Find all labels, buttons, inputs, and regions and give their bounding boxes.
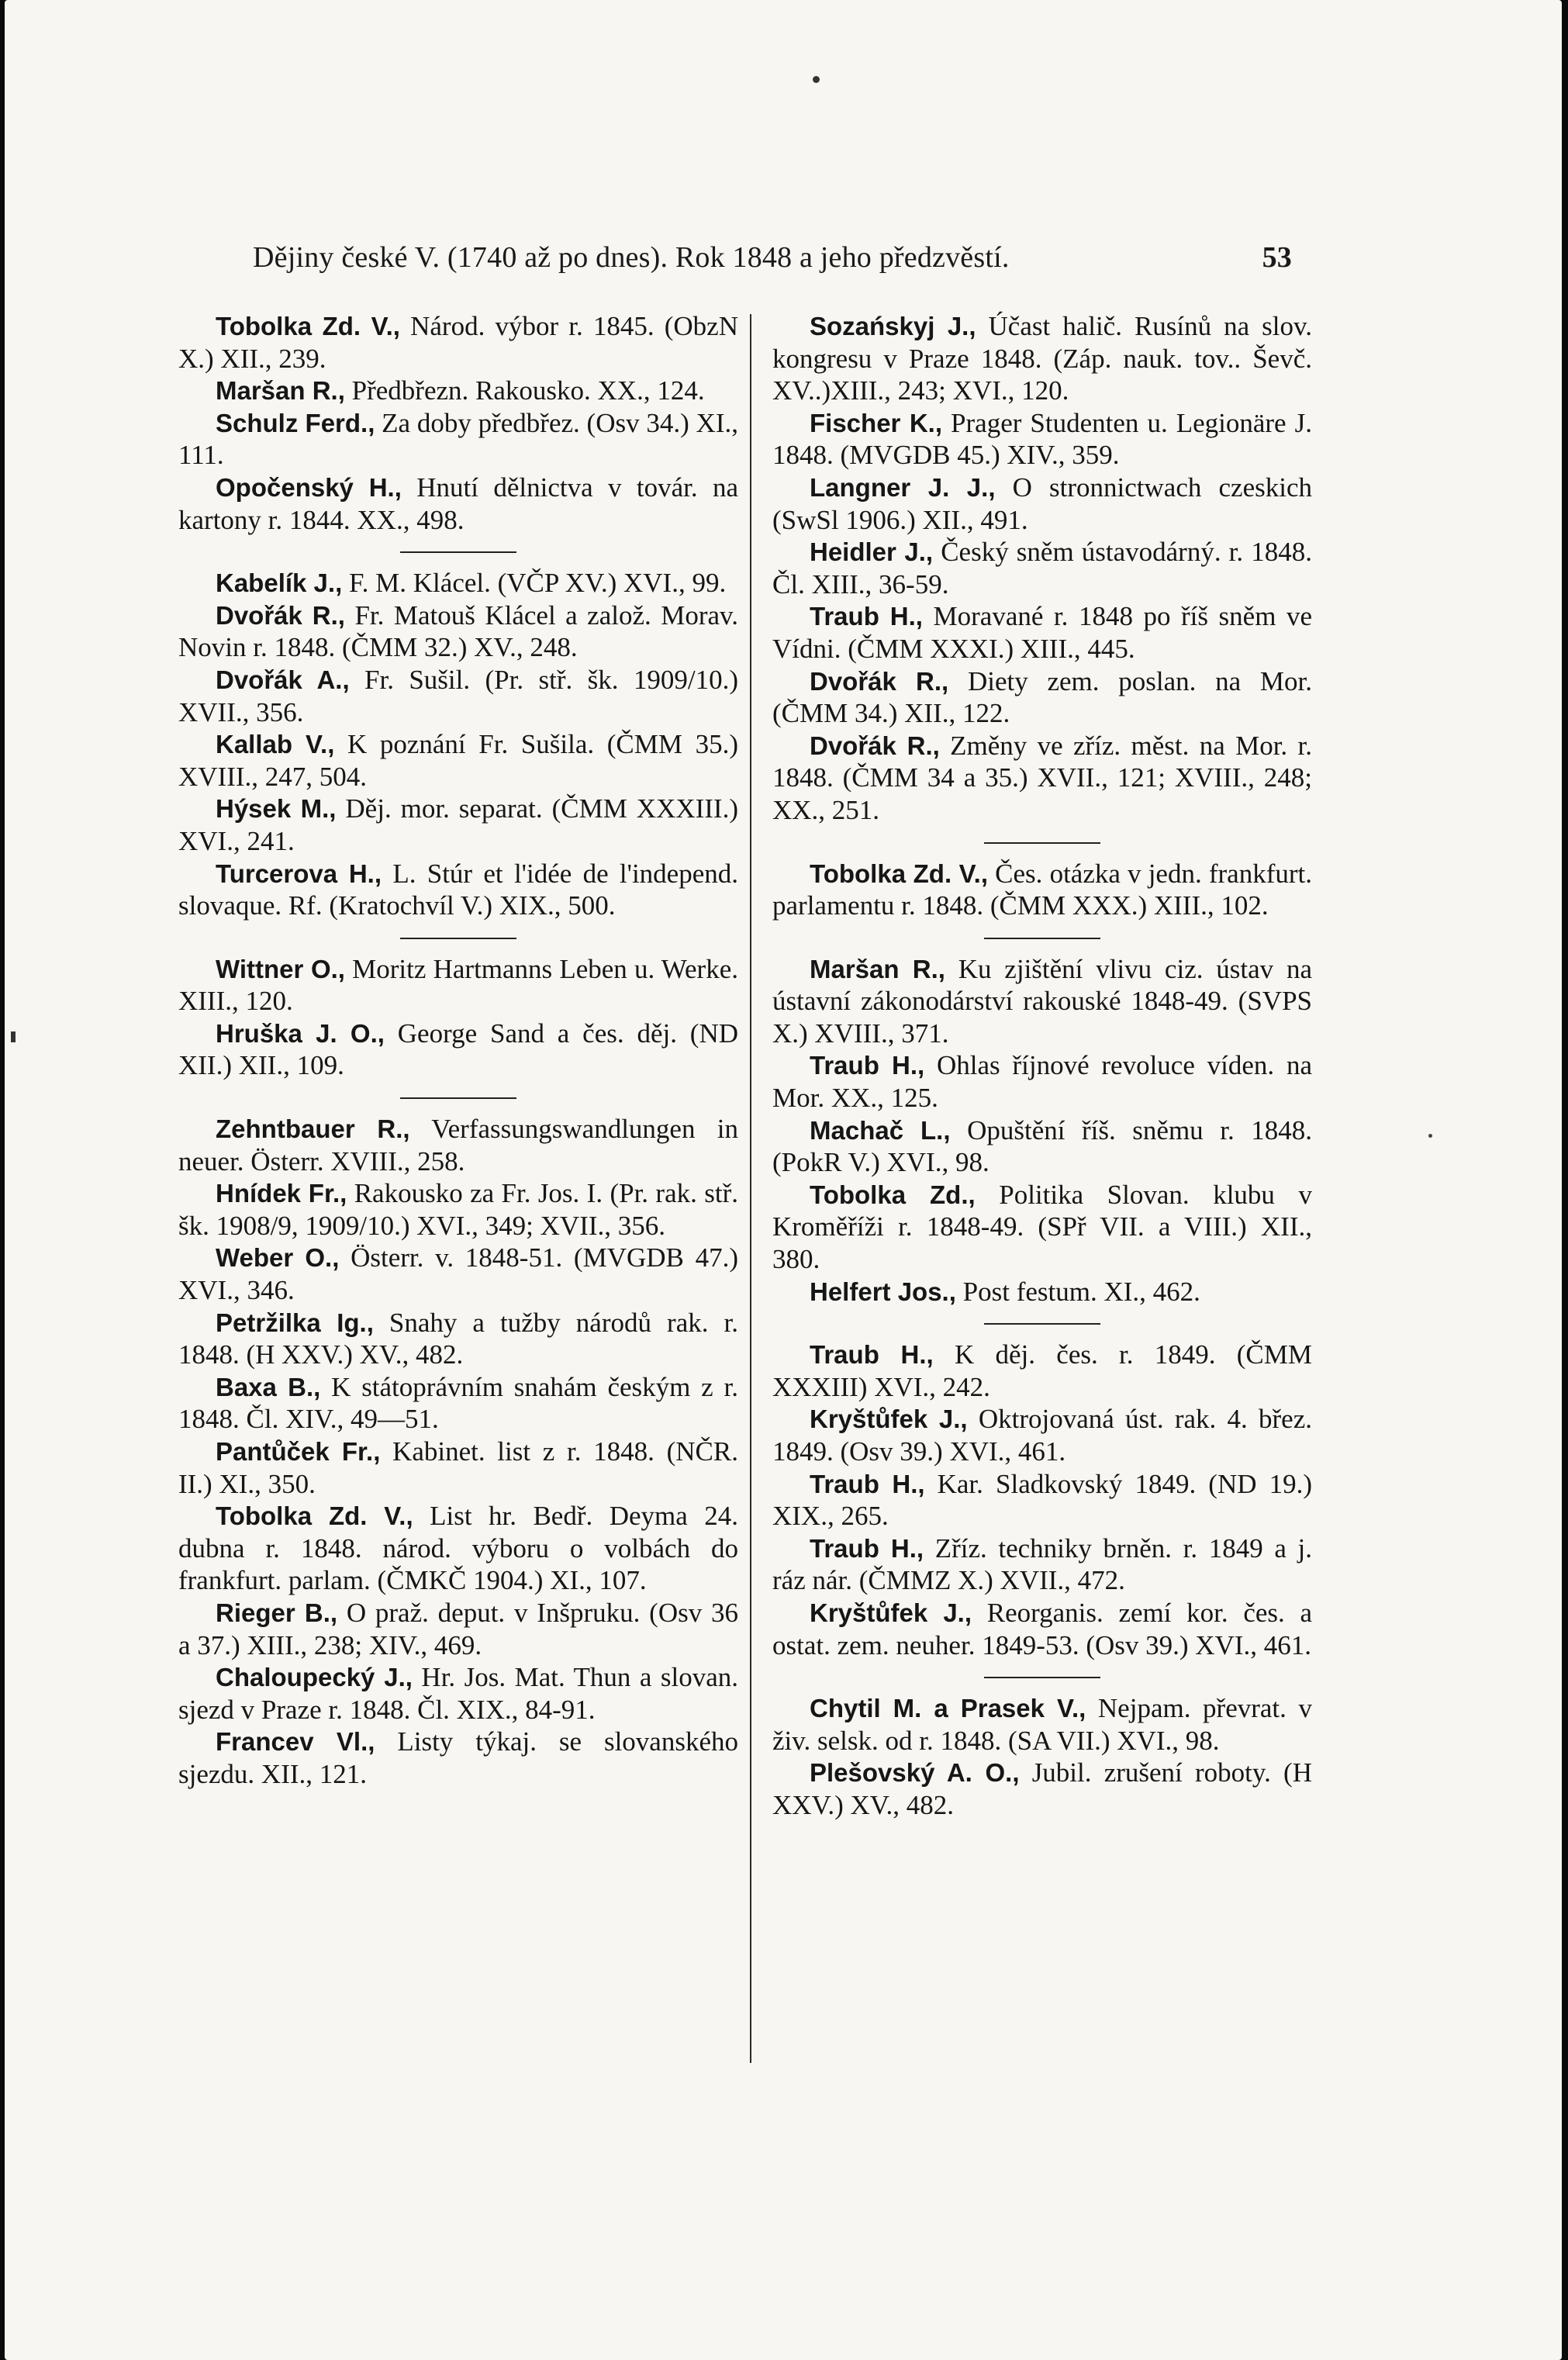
bibliography-entry <box>772 310 1312 407</box>
entry-citation: O stronnictwach czeskich (SwSl 1906.) XII., 491. <box>772 472 1312 535</box>
entry-citation: O praž. deput. v Inšpruku. (Osv 36 a 37.) XIII., 238; XIV., 469. <box>178 1597 738 1660</box>
entry-citation: Moravané r. 1848 po říš sněm ve Vídni. (ČMM XXXI.) XIII., 445. <box>772 601 1312 664</box>
entry-citation: Jubil. zrušení roboty. (H XXV.) XV., 482. <box>772 1757 1312 1820</box>
book-page <box>5 0 1562 2360</box>
bibliography-entry <box>178 858 738 922</box>
entry-citation: Národ. výbor r. 1845. (ObzN X.) XII., 239. <box>178 311 738 374</box>
entry-citation: Čes. otázka v jedn. frankfurt. parlamentu r. 1848. (ČMM XXX.) XIII., 102. <box>772 858 1313 921</box>
bibliography-entry <box>772 858 1312 922</box>
entry-author: Plešovský A. O., <box>810 1758 1020 1788</box>
section-separator <box>400 551 516 553</box>
entry-author: Tobolka Zd. V., <box>810 859 989 888</box>
bibliography-entry <box>772 1049 1312 1114</box>
bibliography-entry <box>772 1757 1312 1821</box>
entry-citation: Kabinet. list z r. 1848. (NČR. II.) XI., 350. <box>178 1436 738 1499</box>
bibliography-entry <box>178 375 738 407</box>
entry-author: Maršan R., <box>810 954 945 983</box>
bibliography-entry <box>178 1371 738 1436</box>
entry-author: Tobolka Zd., <box>810 1180 976 1209</box>
entry-citation: Opuštění říš. sněmu r. 1848. (PokR V.) XVI., 98. <box>772 1114 1312 1178</box>
entry-author: Hnídek Fr., <box>216 1179 347 1208</box>
bibliography-entry <box>772 1276 1312 1308</box>
entry-citation: Fr. Sušil. (Pr. stř. šk. 1909/10.) XVII., 356. <box>178 664 738 727</box>
section-separator <box>984 1323 1100 1325</box>
running-title: Dějiny české V. (1740 až po dnes). Rok 1848 a jeho předzvěstí. <box>253 241 1010 274</box>
entry-author: Hruška J. O., <box>216 1018 385 1048</box>
entry-author: Francev Vl., <box>216 1727 375 1757</box>
bibliography-entry <box>772 1114 1312 1179</box>
entry-author: Sozańskyj J., <box>810 312 976 340</box>
bibliography-entry <box>178 472 738 536</box>
entry-citation: Reorganis. zemí kor. čes. a ostat. zem. neuher. 1849-53. (Osv 39.) XVI., 461. <box>772 1597 1312 1660</box>
entry-citation: Zříz. techniky brněn. r. 1849 a j. ráz nár. (ČMMZ X.) XVII., 472. <box>772 1532 1313 1596</box>
binding-mark <box>11 1031 16 1042</box>
bibliography-entry <box>178 1436 738 1500</box>
entry-citation: Moritz Hartmanns Leben u. Werke. XIII., 120. <box>178 953 738 1017</box>
entry-author: Kabelík J., <box>216 568 343 598</box>
entry-citation: Fr. Matouš Klácel a založ. Morav. Novin r. 1848. (ČMM 32.) XV., 248. <box>178 600 739 663</box>
bibliography-entry <box>772 953 1312 1050</box>
entry-author: Dvořák R., <box>810 731 940 760</box>
entry-author: Traub H., <box>810 602 923 631</box>
bibliography-entry <box>772 730 1312 827</box>
entry-citation: Ku zjištění vlivu ciz. ústav na ústavní zákonodárství rakouské 1848-49. (SVPS X.) XVIII., 371. <box>772 953 1312 1049</box>
entry-author: Rieger B., <box>216 1598 338 1627</box>
bibliography-entry <box>178 1242 738 1306</box>
bibliography-entry <box>178 1177 738 1242</box>
entry-author: Wittner O., <box>216 954 345 983</box>
entry-author: Opočenský H., <box>216 472 402 502</box>
entry-author: Traub H., <box>810 1051 925 1080</box>
entry-citation: Ohlas říjnové revoluce víden. na Mor. XX., 125. <box>772 1050 1312 1114</box>
entry-author: Weber O., <box>216 1243 340 1273</box>
bibliography-entry <box>178 407 738 472</box>
entry-author: Tobolka Zd. V., <box>216 1501 413 1531</box>
entry-citation: K děj. čes. r. 1849. (ČMM XXXIII) XVI., 242. <box>772 1339 1312 1402</box>
bibliography-entry <box>178 728 738 793</box>
entry-citation: Předbřezn. Rakousko. XX., 124. <box>344 375 705 406</box>
entry-author: Fischer K., <box>810 408 943 437</box>
entry-author: Dvořák A., <box>216 665 350 694</box>
entry-citation: Za doby předbřez. (Osv 34.) XI., 111. <box>178 407 738 471</box>
right-column <box>772 310 1312 1822</box>
entry-citation: Oktrojovaná úst. rak. 4. břez. 1849. (Osv 39.) XVI., 461. <box>772 1404 1312 1467</box>
bibliography-entry <box>178 310 738 375</box>
running-header <box>253 240 1292 275</box>
entry-citation: Hnutí dělnictva v továr. na kartony r. 1844. XX., 498. <box>178 472 738 535</box>
entry-author: Hýsek M., <box>216 794 337 824</box>
entry-citation: Prager Studenten u. Legionäre J. 1848. (MVGDB 45.) XIV., 359. <box>772 407 1312 471</box>
left-column <box>178 310 738 1791</box>
bibliography-entry <box>178 1113 738 1177</box>
entry-author: Dvořák R., <box>216 600 345 630</box>
entry-citation: Listy týkaj. se slovanského sjezdu. XII., 121. <box>178 1726 738 1789</box>
entry-citation: Děj. mor. separat. (ČMM XXXIII.) XVI., 241. <box>178 793 738 856</box>
section-separator <box>400 938 516 939</box>
bibliography-entry <box>178 600 738 664</box>
entry-citation: F. M. Klácel. (VČP XV.) XVI., 99. <box>342 568 727 599</box>
entry-citation: Diety zem. poslan. na Mor. (ČMM 34.) XII., 122. <box>772 665 1313 729</box>
entry-author: Chaloupecký J., <box>216 1663 413 1692</box>
entry-author: Heidler J., <box>810 537 934 567</box>
entry-citation: Kar. Sladkovský 1849. (ND 19.) XIX., 265. <box>772 1468 1312 1532</box>
entry-author: Kryštůfek J., <box>810 1405 968 1434</box>
print-speck <box>1428 1134 1432 1138</box>
print-speck <box>813 76 820 83</box>
entry-author: Maršan R., <box>216 376 345 406</box>
entry-citation: Rakousko za Fr. Jos. I. (Pr. rak. stř. šk. 1908/9, 1909/10.) XVI., 349; XVII., 356. <box>178 1178 738 1241</box>
bibliography-entry <box>772 1692 1312 1757</box>
entry-author: Kryštůfek J., <box>810 1598 972 1627</box>
bibliography-entry <box>772 1597 1312 1661</box>
entry-citation: Snahy a tužby národů rak. r. 1848. (H XXV.) XV., 482. <box>178 1307 738 1370</box>
entry-author: Traub H., <box>810 1340 934 1370</box>
bibliography-entry <box>178 664 738 728</box>
entry-citation: Post festum. XI., 462. <box>955 1276 1200 1307</box>
bibliography-entry <box>178 567 738 600</box>
bibliography-entry <box>772 1468 1312 1532</box>
entry-author: Dvořák R., <box>810 666 949 696</box>
bibliography-entry <box>772 1179 1312 1276</box>
entry-citation: George Sand a čes. děj. (ND XII.) XII., 109. <box>178 1018 738 1081</box>
entry-author: Langner J. J., <box>810 472 996 502</box>
bibliography-entry <box>178 1307 738 1371</box>
bibliography-entry <box>178 1726 738 1790</box>
entry-citation: L. Stúr et l'idée de l'independ. slovaque. Rf. (Kratochvíl V.) XIX., 500. <box>178 858 738 921</box>
entry-author: Pantůček Fr., <box>216 1437 381 1466</box>
entry-author: Chytil M. a Prasek V., <box>810 1694 1086 1723</box>
entry-author: Baxa B., <box>216 1372 321 1401</box>
entry-author: Machač L., <box>810 1115 951 1145</box>
entry-citation: Politika Slovan. klubu v Kroměříži r. 1848-49. (SPř VII. a VIII.) XII., 380. <box>772 1179 1312 1275</box>
bibliography-entry <box>178 953 738 1018</box>
entry-citation: Účast halič. Rusínů na slov. kongresu v Praze 1848. (Záp. nauk. tov.. Ševč. XV..)XIII., 243; XVI., 120. <box>772 311 1312 406</box>
entry-citation: Český sněm ústavodárný. r. 1848. Čl. XIII., 36-59. <box>772 537 1312 600</box>
section-separator <box>400 1097 516 1099</box>
section-separator <box>984 842 1100 844</box>
entry-author: Zehntbauer R., <box>216 1114 410 1144</box>
entry-citation: Změny ve zříz. měst. na Mor. r. 1848. (ČMM 34 a 35.) XVII., 121; XVIII., 248; XX., 251. <box>772 730 1312 825</box>
bibliography-entry <box>772 1339 1312 1403</box>
bibliography-entry <box>772 536 1312 600</box>
page-number: 53 <box>1262 241 1292 274</box>
bibliography-entry <box>772 600 1312 665</box>
bibliography-entry <box>772 665 1312 730</box>
entry-citation: K státoprávním snahám českým z r. 1848. Čl. XIV., 49—51. <box>178 1371 738 1435</box>
entry-author: Schulz Ferd., <box>216 408 375 437</box>
bibliography-entry <box>772 1532 1312 1597</box>
section-separator <box>984 938 1100 939</box>
entry-author: Traub H., <box>810 1533 924 1563</box>
entry-citation: Hr. Jos. Mat. Thun a slovan. sjezd v Praze r. 1848. Čl. XIX., 84-91. <box>178 1662 738 1725</box>
bibliography-entry <box>178 1661 738 1726</box>
entry-author: Traub H., <box>810 1469 925 1498</box>
section-separator <box>984 1677 1100 1678</box>
entry-citation: List hr. Bedř. Deyma 24. dubna r. 1848. národ. výboru o volbách do frankfurt. parlam. (ČMKČ 1904.) XI., 107. <box>178 1501 738 1596</box>
entry-author: Helfert Jos., <box>810 1277 956 1306</box>
entry-citation: Nejpam. převrat. v živ. selsk. od r. 1848. (SA VII.) XVI., 98. <box>772 1693 1312 1756</box>
entry-citation: Österr. v. 1848-51. (MVGDB 47.) XVI., 346. <box>178 1242 738 1306</box>
entry-citation: Verfassungswandlungen in neuer. Österr. XVIII., 258. <box>178 1114 738 1177</box>
entry-author: Petržilka Ig., <box>216 1308 374 1337</box>
bibliography-entry <box>772 1403 1312 1467</box>
bibliography-entry <box>178 1018 738 1082</box>
column-divider <box>750 314 751 2063</box>
bibliography-entry <box>772 407 1312 472</box>
bibliography-entry <box>772 472 1312 536</box>
bibliography-entry <box>178 793 738 857</box>
entry-author: Tobolka Zd. V., <box>216 312 400 340</box>
bibliography-entry <box>178 1597 738 1661</box>
entry-author: Kallab V., <box>216 730 335 759</box>
entry-citation: K poznání Fr. Sušila. (ČMM 35.) XVIII., 247, 504. <box>178 729 738 792</box>
bibliography-entry <box>178 1500 738 1597</box>
entry-author: Turcerova H., <box>216 859 382 888</box>
